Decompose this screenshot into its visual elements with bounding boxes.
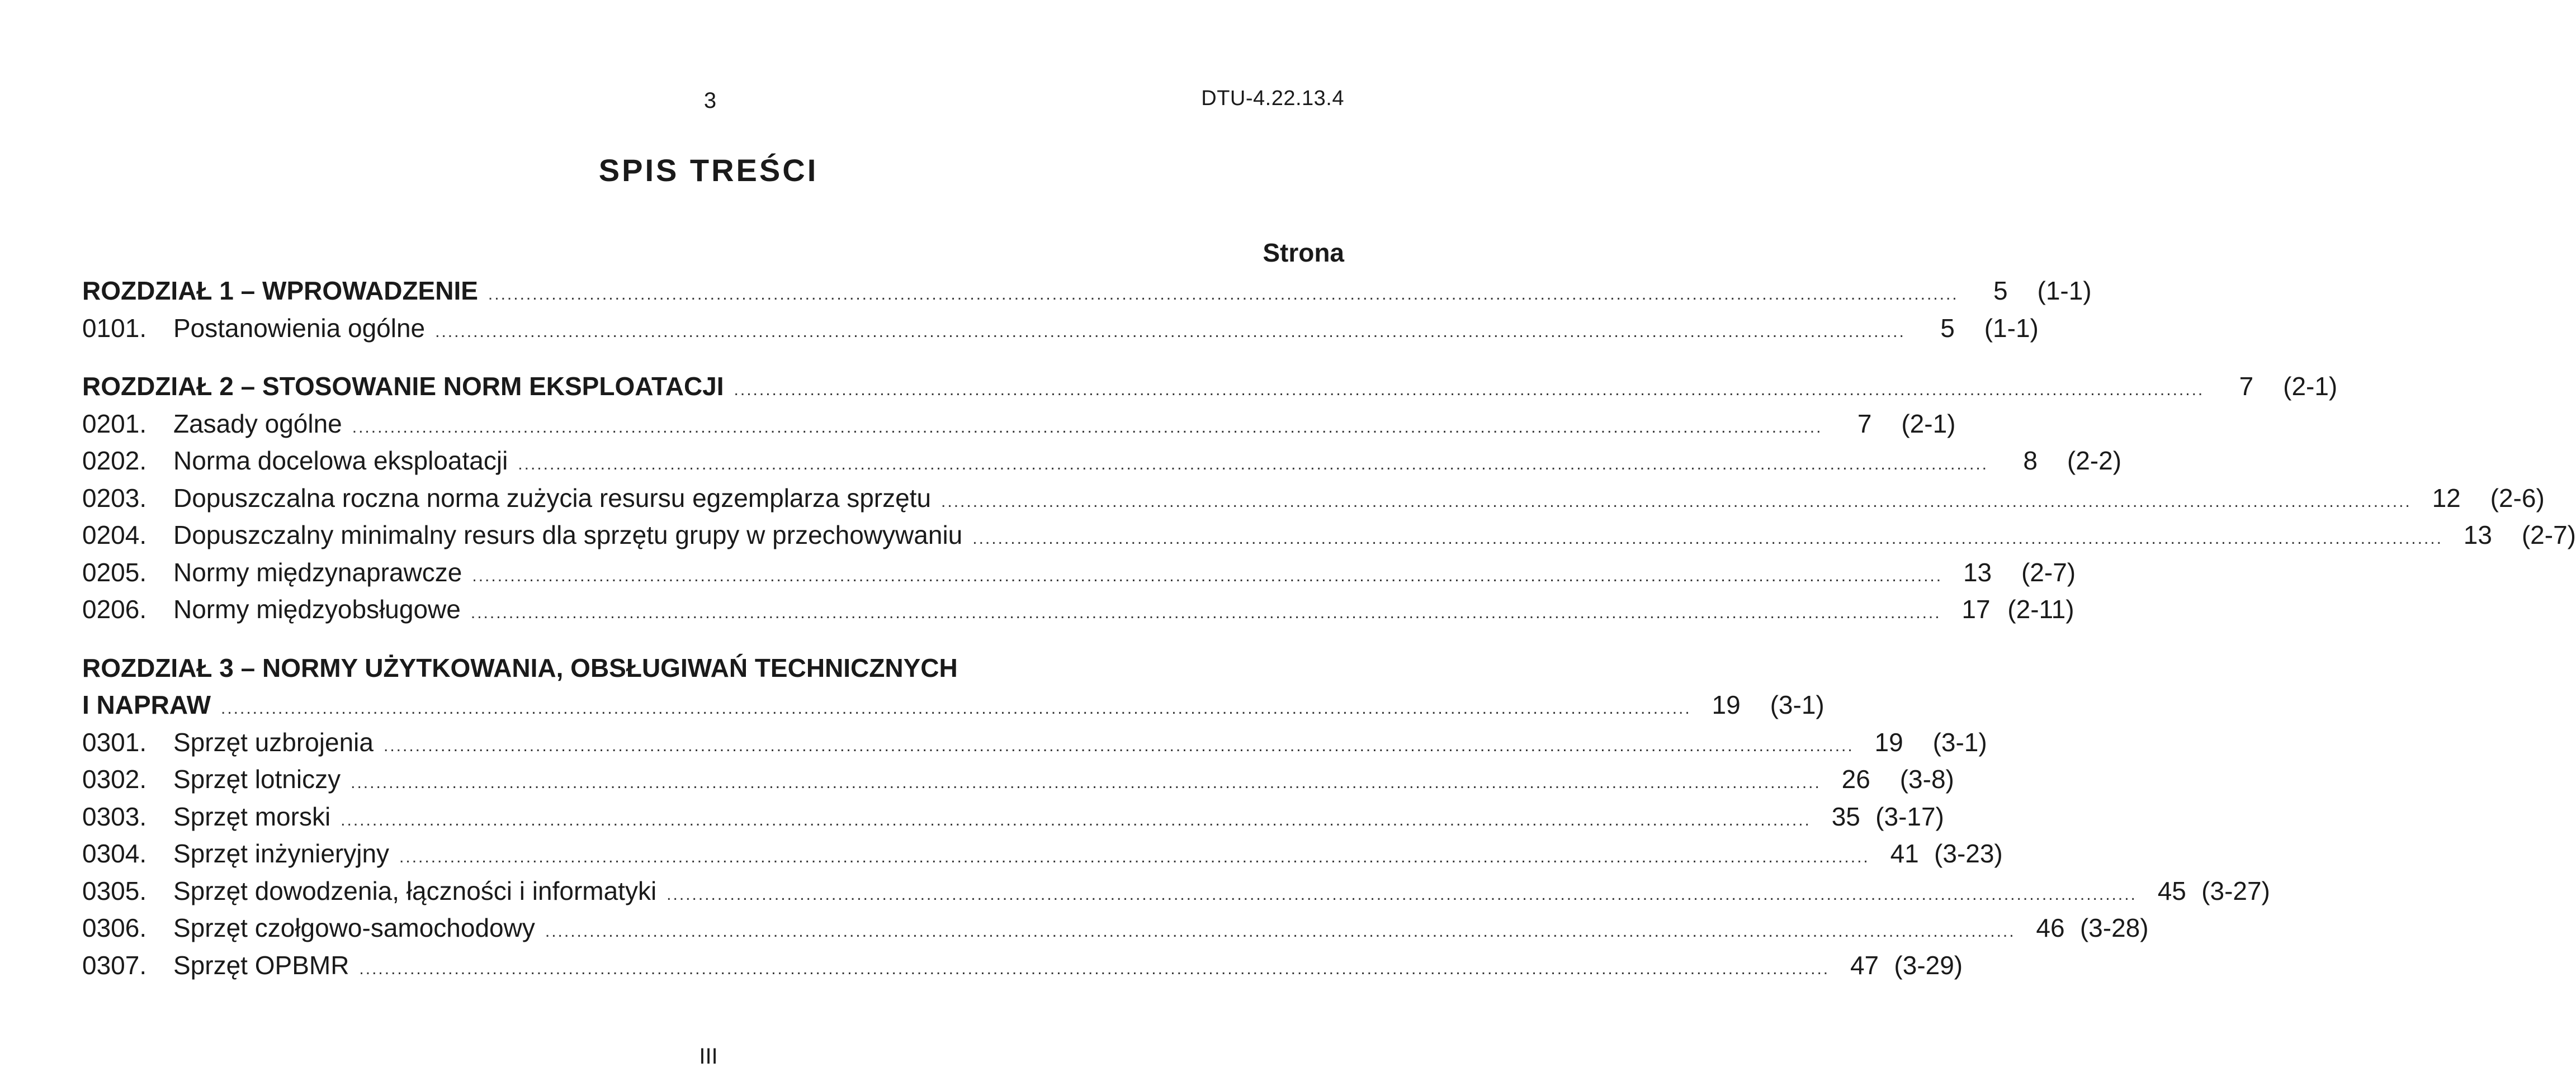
toc-entry-0206[interactable] <box>82 591 2074 628</box>
toc-entry-title: Normy międzynaprawcze <box>173 557 462 587</box>
toc-entry-section-page: (2-2) <box>2067 446 2122 475</box>
toc-entry-title: Sprzęt OPBMR <box>173 950 349 980</box>
toc-entry-section-page: (2-1) <box>1901 409 1956 438</box>
toc-entry-page: 8 <box>2023 446 2038 475</box>
toc-entry-page: 13 <box>1963 557 1992 587</box>
toc-entry-0305[interactable] <box>82 872 2270 910</box>
toc-entry-0306[interactable] <box>82 909 2149 947</box>
dot-leader: ........................................................................................................................................................................................................................................ <box>351 774 1821 792</box>
toc-entry-number: 0301. <box>82 727 147 757</box>
toc-entry-number: 0204. <box>82 520 147 549</box>
toc-entry-title: Postanowienia ogólne <box>173 313 426 343</box>
toc-entry-number: 0304. <box>82 839 147 868</box>
toc-entry-page: 26 <box>1841 765 1870 794</box>
toc-entry-title: ROZDZIAŁ 2 – STOSOWANIE NORM EKSPLOATACJI <box>82 372 724 401</box>
dot-leader: ........................................................................................................................................................................................................................................ <box>941 492 2412 511</box>
toc-entry-page: 7 <box>1857 409 1872 438</box>
toc-entry-title: Dopuszczalna roczna norma zużycia resursu egzemplarza sprzętu <box>173 483 932 513</box>
page-number: 3 <box>703 88 717 113</box>
toc-entry-page: 41 <box>1890 839 1919 868</box>
toc-chapter-3-line-1[interactable] <box>82 649 1344 687</box>
toc-entry-page: 45 <box>2157 876 2186 905</box>
dot-leader: ........................................................................................................................................................................................................................................ <box>383 736 1854 755</box>
toc-entry-0304[interactable] <box>82 835 2003 872</box>
toc-entry-section-page: (2-6) <box>2490 483 2545 513</box>
dot-leader: ........................................................................................................................................................................................................................................ <box>221 699 1691 718</box>
toc-entry-section-page: (3-1) <box>1770 690 1825 719</box>
toc-entry-number: 0201. <box>82 409 147 438</box>
toc-entry-title: Sprzęt dowodzenia, łączności i informatyki <box>173 876 657 905</box>
dot-leader: ........................................................................................................................................................................................................................................ <box>545 922 2016 941</box>
toc-entry-page: 46 <box>2036 913 2065 942</box>
toc-entry-section-page: (2-7) <box>2521 520 2576 549</box>
table-of-contents <box>82 272 2576 984</box>
toc-entry-0201[interactable] <box>82 405 1956 443</box>
toc-entry-title: Sprzęt inżynieryjny <box>173 839 390 868</box>
page-column-header: Strona <box>1263 238 1344 267</box>
dot-leader: ........................................................................................................................................................................................................................................ <box>734 381 2205 399</box>
toc-entry-section-page: (3-29) <box>1894 950 1963 980</box>
document-code: DTU-4.22.13.4 <box>1201 87 1344 110</box>
toc-entry-0203[interactable] <box>82 480 2545 517</box>
toc-entry-0307[interactable] <box>82 947 1963 984</box>
toc-entry-title: Norma docelowa eksploatacji <box>173 446 508 475</box>
toc-entry-page: 12 <box>2432 483 2461 513</box>
toc-entry-section-page: (3-23) <box>1934 839 2003 868</box>
toc-entry-number: 0302. <box>82 765 147 794</box>
toc-entry-number: 0203. <box>82 483 147 513</box>
toc-entry-number: 0202. <box>82 446 147 475</box>
dot-leader: ........................................................................................................................................................................................................................................ <box>667 885 2137 904</box>
toc-entry-number: 0206. <box>82 595 147 624</box>
toc-entry-0301[interactable] <box>82 724 1987 761</box>
toc-entry-number: 0303. <box>82 801 147 831</box>
toc-entry-page: 19 <box>1712 690 1741 719</box>
toc-entry-title: Zasady ogólne <box>173 409 342 438</box>
toc-entry-section-page: (3-28) <box>2079 913 2149 942</box>
dot-leader: ........................................................................................................................................................................................................................................ <box>359 959 1830 978</box>
toc-entry-page: 19 <box>1874 727 1903 757</box>
toc-entry-title: Normy międzyobsługowe <box>173 595 461 624</box>
toc-entry-0204[interactable] <box>82 516 2576 554</box>
toc-entry-section-page: (1-1) <box>1984 313 2039 343</box>
toc-entry-page: 5 <box>1993 276 2008 305</box>
toc-entry-title: Sprzęt morski <box>173 801 331 831</box>
toc-chapter-3-line-2[interactable] <box>82 686 1825 724</box>
toc-entry-section-page: (3-17) <box>1875 801 1944 831</box>
toc-entry-title: Sprzęt lotniczy <box>173 765 341 794</box>
toc-entry-page: 5 <box>1940 313 1955 343</box>
toc-entry-number: 0205. <box>82 557 147 587</box>
toc-entry-section-page: (3-8) <box>1899 765 1954 794</box>
toc-entry-page: 35 <box>1831 801 1860 831</box>
dot-leader: ........................................................................................................................................................................................................................................ <box>352 418 1823 437</box>
roman-page-number: III <box>699 1044 718 1069</box>
dot-leader: ........................................................................................................................................................................................................................................ <box>972 529 2443 548</box>
toc-entry-number: 0305. <box>82 876 147 905</box>
toc-chapter-2[interactable] <box>82 368 2338 405</box>
toc-entry-section-page: (2-7) <box>2021 557 2076 587</box>
toc-entry-section-page: (3-27) <box>2201 876 2270 905</box>
toc-entry-section-page: (3-1) <box>1932 727 1987 757</box>
dot-leader: ........................................................................................................................................................................................................................................ <box>488 285 1959 303</box>
toc-entry-0205[interactable] <box>82 554 2076 591</box>
toc-entry-number: 0307. <box>82 950 147 980</box>
toc-entry-page: 7 <box>2239 372 2254 401</box>
toc-entry-section-page: (2-11) <box>2007 595 2074 624</box>
toc-entry-title: ROZDZIAŁ 1 – WPROWADZENIE <box>82 276 478 305</box>
toc-entry-page: 13 <box>2463 520 2492 549</box>
toc-entry-number: 0306. <box>82 913 147 942</box>
toc-title: SPIS TREŚCI <box>598 153 819 188</box>
toc-entry-title: Sprzęt uzbrojenia <box>173 727 374 757</box>
toc-chapter-1[interactable] <box>82 272 2092 310</box>
toc-entry-section-page: (2-1) <box>2283 372 2338 401</box>
toc-entry-page: 17 <box>1961 595 1991 624</box>
toc-entry-page: 47 <box>1850 950 1879 980</box>
toc-entry-number: 0101. <box>82 313 147 343</box>
toc-entry-section-page: (1-1) <box>2037 276 2092 305</box>
toc-entry-title: Dopuszczalny minimalny resurs dla sprzętu grupy w przechowywaniu <box>173 520 963 549</box>
dot-leader: ........................................................................................................................................................................................................................................ <box>472 566 1943 585</box>
toc-entry-title: I NAPRAW <box>82 690 211 719</box>
dot-leader: ........................................................................................................................................................................................................................................ <box>399 848 1870 866</box>
dot-leader: ........................................................................................................................................................................................................................................ <box>470 604 1941 622</box>
toc-entry-title: ROZDZIAŁ 3 – NORMY UŻYTKOWANIA, OBSŁUGIWAŃ TECHNICZNYCH <box>82 653 958 682</box>
toc-entry-title: Sprzęt czołgowo-samochodowy <box>173 913 535 942</box>
dot-leader: ........................................................................................................................................................................................................................................ <box>518 455 1989 473</box>
dot-leader: ........................................................................................................................................................................................................................................ <box>341 810 1811 829</box>
toc-entry-0101[interactable] <box>82 310 2039 347</box>
toc-entry-0202[interactable] <box>82 442 2122 480</box>
toc-entry-0302[interactable] <box>82 761 1954 798</box>
dot-leader: ........................................................................................................................................................................................................................................ <box>435 322 1906 341</box>
toc-entry-0303[interactable] <box>82 798 1944 836</box>
